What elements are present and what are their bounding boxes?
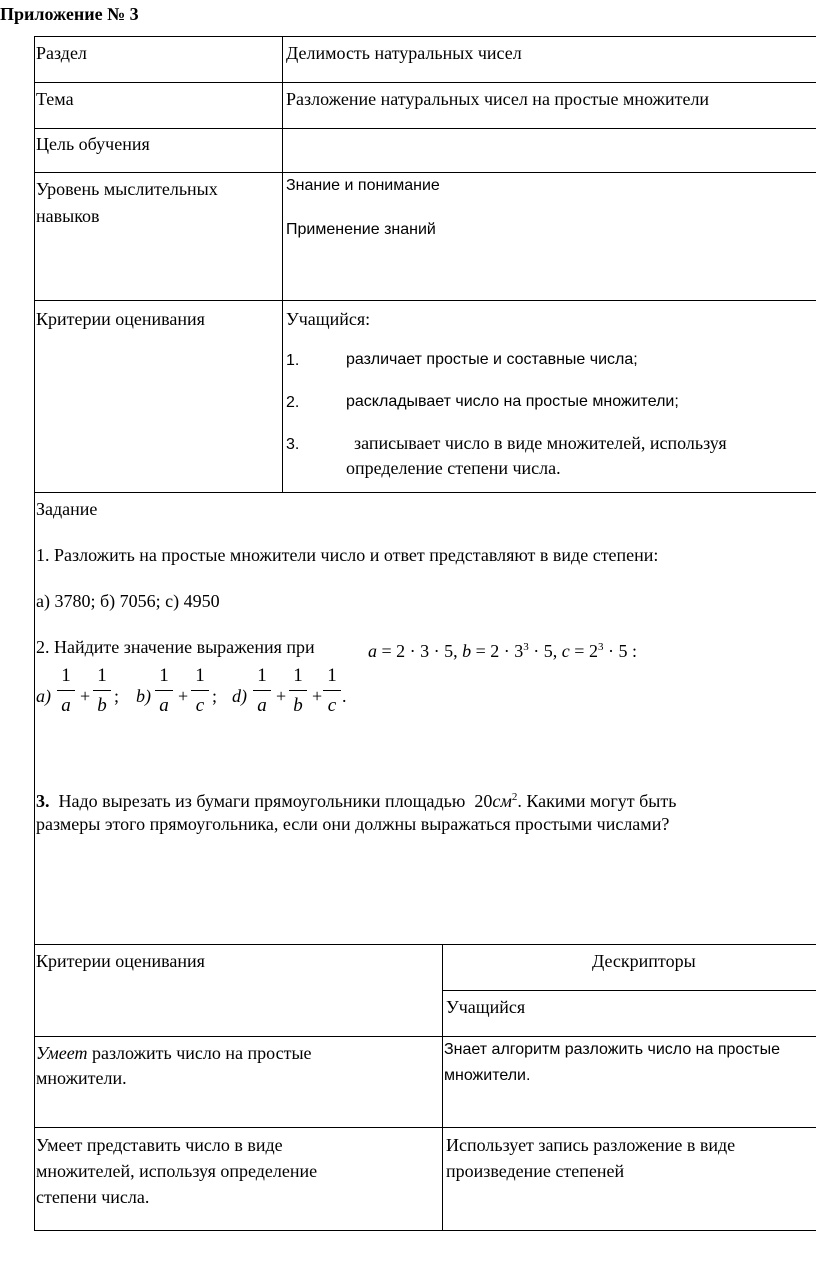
descriptor-row1-criterion: Умеет разложить число на простые (36, 1043, 312, 1063)
criteria-item-number: 2. (286, 394, 300, 411)
level-item: Знание и понимание (286, 177, 440, 194)
task-q3-line2: размеры этого прямоугольника, если они должны выражаться простыми числами? (36, 814, 670, 834)
section-label: Раздел (36, 43, 87, 63)
descriptors-col1-header: Критерии оценивания (36, 951, 205, 971)
level-label-line2: навыков (36, 206, 100, 226)
criteria-label: Критерии оценивания (36, 309, 205, 329)
descriptor-row1-text: Знает алгоритм разложить число на простые (444, 1041, 781, 1058)
criteria-item-number: 3. (286, 436, 300, 453)
section-value: Делимость натуральных чисел (286, 43, 522, 63)
criteria-item-text: различает простые и составные числа; (346, 351, 638, 368)
criteria-item-text: записывает число в виде множителей, используя (354, 433, 727, 453)
criteria-item-text-cont: определение степени числа. (346, 458, 561, 478)
descriptor-row1-text-cont: множители. (444, 1067, 531, 1084)
descriptor-row2-criterion-cont: множителей, используя определение (36, 1161, 318, 1181)
task-q2-condition: a = 2 · 3 · 5, $b = 2 \cdot 3^3 \cdot 5$, $c = 2^3 \cdot 5$ : (368, 641, 637, 661)
descriptors-student: Учащийся (446, 997, 526, 1017)
level-label-line1: Уровень мыслительных (36, 179, 218, 199)
goal-label: Цель обучения (36, 134, 150, 154)
page-heading: Приложение № 3 (0, 4, 139, 24)
task-q2-prefix: 2. Найдите значение выражения при (36, 637, 315, 657)
descriptor-row2-criterion-cont: степени числа. (36, 1187, 150, 1207)
criteria-student: Учащийся: (286, 309, 371, 329)
task-title: Задание (36, 499, 98, 519)
task-q1-values: а) 3780; б) 7056; с) 4950 (36, 591, 220, 611)
descriptor-row2-criterion: Умеет представить число в виде (36, 1135, 283, 1155)
descriptors-col2-header: Дескрипторы (592, 951, 696, 971)
descriptor-row2-text: Использует запись разложение в виде (446, 1135, 736, 1155)
descriptor-row1-criterion-cont: множители. (36, 1068, 127, 1088)
topic-label: Тема (36, 89, 74, 109)
topic-value: Разложение натуральных чисел на простые множители (286, 89, 710, 109)
task-q3-line1: 3. Надо вырезать из бумаги прямоугольники площадью $20см^2$. Какими могут быть (36, 791, 677, 811)
task-q1: 1. Разложить на простые множители число и ответ представляют в виде степени: (36, 545, 659, 565)
criteria-item-number: 1. (286, 352, 300, 369)
criteria-item-text: раскладывает число на простые множители; (346, 393, 679, 410)
level-item: Применение знаний (286, 221, 436, 238)
descriptor-row2-text-cont: произведение степеней (446, 1161, 625, 1181)
